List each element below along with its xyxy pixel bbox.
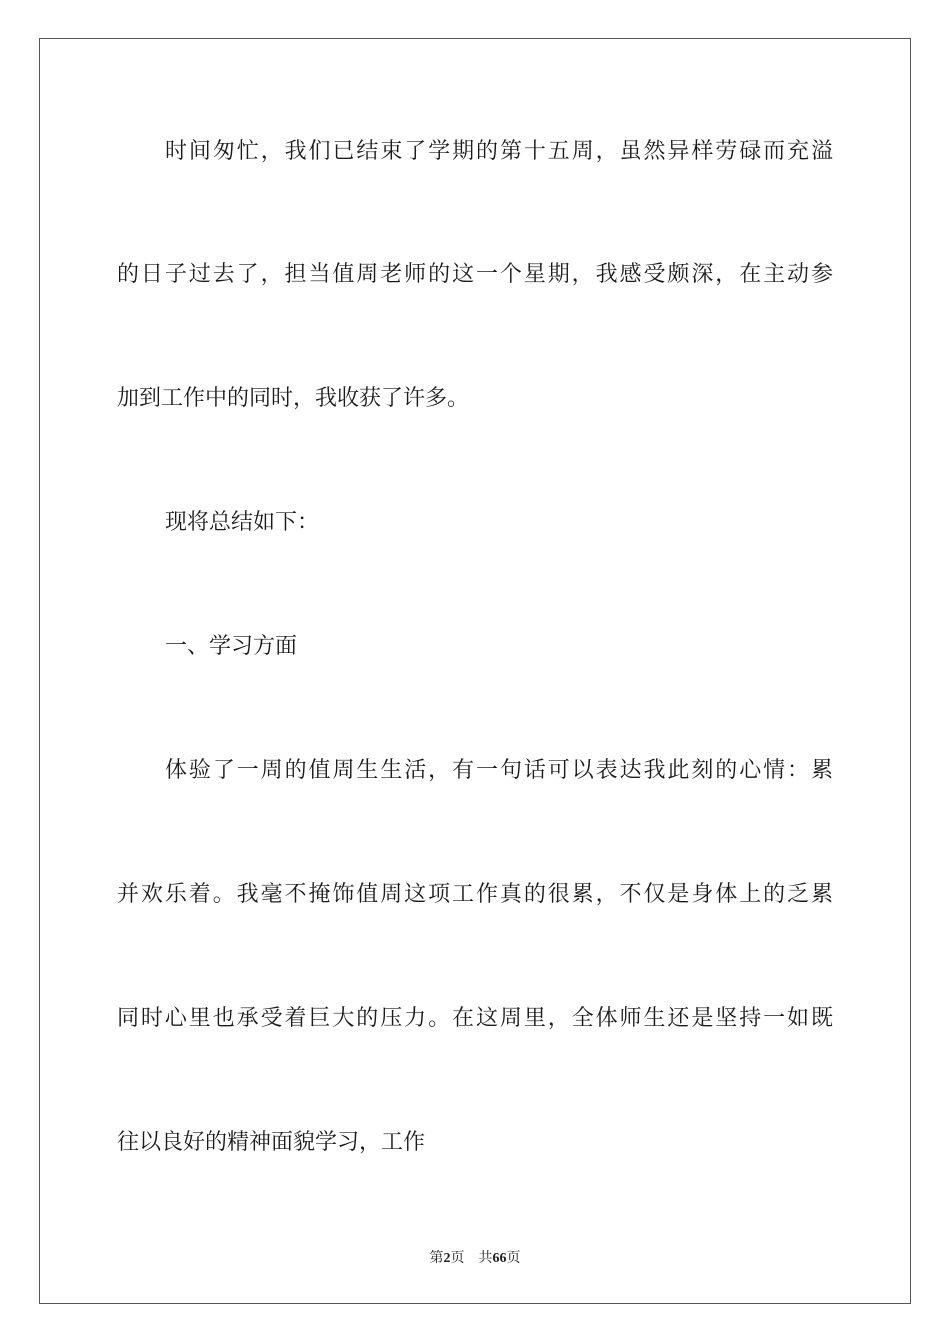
section-heading: 一、学习方面 [165, 634, 298, 659]
paragraph-line: 的日子过去了，担当值周老师的这一个星期，我感受颇深，在主动参 [117, 262, 833, 287]
paragraph-line: 现将总结如下： [165, 510, 320, 535]
footer-prefix: 第 [429, 1250, 444, 1266]
page-footer [0, 1247, 950, 1267]
paragraph-line: 并欢乐着。我毫不掩饰值周这项工作真的很累，不仅是身体上的乏累 [117, 882, 833, 907]
paragraph-line: 体验了一周的值周生生活，有一句话可以表达我此刻的心情：累 [165, 758, 833, 783]
paragraph-line: 时间匆忙，我们已结束了学期的第十五周，虽然异样劳碌而充溢 [165, 139, 833, 164]
current-page-number: 2 [443, 1251, 451, 1266]
total-pages-number: 66 [492, 1251, 507, 1266]
footer-total-suffix: 页 [506, 1250, 521, 1266]
page-border [39, 38, 911, 1304]
footer-page-suffix: 页 [450, 1250, 465, 1266]
paragraph-line: 加到工作中的同时，我收获了许多。 [117, 386, 470, 411]
paragraph-line: 往以良好的精神面貌学习，工作 [117, 1130, 426, 1155]
footer-total-prefix: 共 [478, 1250, 493, 1266]
paragraph-line: 同时心里也承受着巨大的压力。在这周里，全体师生还是坚持一如既 [117, 1006, 833, 1031]
